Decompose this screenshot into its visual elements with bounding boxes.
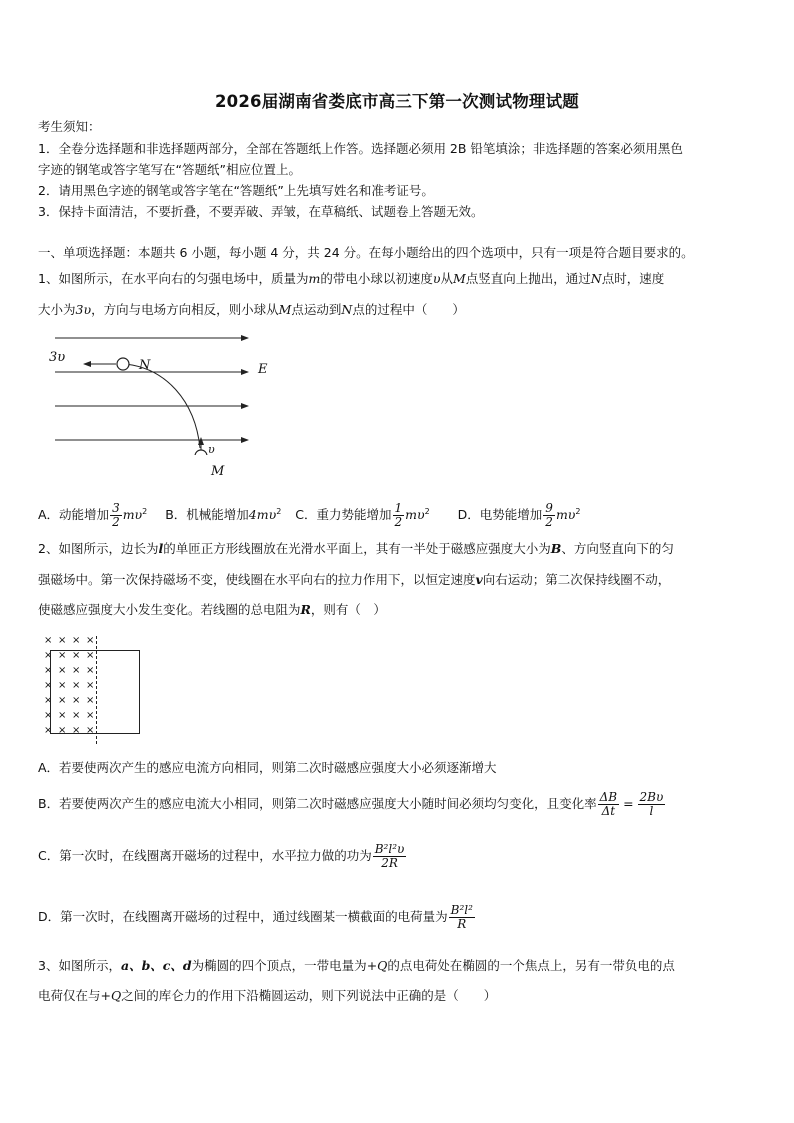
frac-num: B²l²υ xyxy=(374,842,405,856)
q2-stem-line-1 xyxy=(38,541,674,557)
q2-text: 的单匝正方形线圈放在光滑水平面上，其有一半处于磁感应强度大小为 xyxy=(163,541,551,556)
q1-var-3v: 3υ xyxy=(75,302,92,317)
equals: = xyxy=(623,796,634,811)
exponent: 2 xyxy=(575,507,581,516)
field-cross-mark: × xyxy=(58,695,67,706)
q1-option-c[interactable] xyxy=(295,501,430,530)
fraction xyxy=(110,502,122,529)
frac-den: 2 xyxy=(394,515,403,530)
q1-var-N: N xyxy=(341,302,353,317)
field-cross-mark: × xyxy=(72,680,81,691)
q3-stem-line-1 xyxy=(38,958,675,974)
q3-text: 的点电荷处在椭圆的一个焦点上，另有一带负电的点 xyxy=(387,958,675,973)
field-cross-mark: × xyxy=(86,695,95,706)
q3-text: 电荷仅在与 xyxy=(38,988,101,1003)
q1-text: 大小为 xyxy=(38,302,76,317)
q2-text: 使磁感应强度大小发生变化。若线圈的总电阻为 xyxy=(38,602,301,617)
field-cross-mark: × xyxy=(58,680,67,691)
q2-var-B: B xyxy=(550,541,562,556)
q1-text: 点竖直向上抛出，通过 xyxy=(465,271,591,286)
field-cross-mark: × xyxy=(58,725,67,736)
field-cross-mark: × xyxy=(44,665,53,676)
field-cross-mark: × xyxy=(86,635,95,646)
field-cross-mark: × xyxy=(44,680,53,691)
field-cross-mark: × xyxy=(86,725,95,736)
option-label: C．重力势能增加 xyxy=(295,507,392,523)
formula: 4mυ xyxy=(248,507,277,523)
q1-text: 1、如图所示，在水平向右的匀强电场中，质量为 xyxy=(38,271,309,286)
frac-num: 2Bυ xyxy=(639,790,664,804)
q2-option-c[interactable] xyxy=(38,838,407,874)
field-cross-mark: × xyxy=(72,650,81,661)
notice-item-1-line-2: 字迹的钢笔或答字笔写在“答题纸”相应位置上。 xyxy=(38,162,301,177)
formula: mυ xyxy=(405,507,425,523)
option-label: D．电势能增加 xyxy=(457,507,543,523)
frac-den: 2 xyxy=(112,515,120,530)
field-cross-mark: × xyxy=(86,680,95,691)
section-heading: 一、单项选择题：本题共 6 小题，每小题 4 分，共 24 分。在每小题给出的四个选项中，只有一项是符合题目要求的。 xyxy=(38,245,694,260)
q2-option-d[interactable] xyxy=(38,899,476,935)
q2-stem-line-2 xyxy=(38,572,670,588)
q1-options xyxy=(38,492,580,535)
q3-text: 3、如图所示， xyxy=(38,958,121,973)
notice-item-3: 3．保持卡面清洁，不要折叠，不要弄破、弄皱，在草稿纸、试题卷上答题无效。 xyxy=(38,204,484,219)
q2-text: ，则有（ ） xyxy=(310,602,386,617)
ball-at-N xyxy=(117,358,129,370)
q1-stem-line-2 xyxy=(38,302,465,318)
q2-text: 向右运动；第二次保持线圈不动， xyxy=(482,572,671,587)
frac-num: 1 xyxy=(394,501,403,516)
q1-var-N: N xyxy=(590,271,602,286)
exponent: 2 xyxy=(276,507,282,516)
field-cross-mark: × xyxy=(44,650,53,661)
formula: mυ xyxy=(122,507,143,523)
frac-num: 9 xyxy=(545,501,553,516)
fraction xyxy=(373,843,407,870)
fig1-label-v: υ xyxy=(208,443,215,456)
frac-num: ΔB xyxy=(599,790,618,804)
exponent: 2 xyxy=(424,507,430,516)
formula: mυ xyxy=(555,507,576,523)
fraction xyxy=(638,791,666,818)
notice-item-2: 2．请用黑色字迹的钢笔或答字笔在“答题纸”上先填写姓名和准考证号。 xyxy=(38,183,434,198)
q1-text: ，方向与电场方向相反，则小球从 xyxy=(91,302,279,317)
q3-stem-line-2 xyxy=(38,988,496,1004)
q2-text: 、方向竖直向下的匀 xyxy=(561,541,674,556)
fig1-label-E: E xyxy=(258,362,268,377)
q1-stem-line-1 xyxy=(38,271,664,287)
field-cross-mark: × xyxy=(72,635,81,646)
q2-var-v: v xyxy=(475,572,483,587)
q2-stem-line-3 xyxy=(38,602,386,618)
fraction xyxy=(393,502,405,529)
q2-var-R: R xyxy=(300,602,311,617)
exponent: 2 xyxy=(142,507,148,516)
field-cross-mark: × xyxy=(44,725,53,736)
q2-var-l: l xyxy=(158,541,164,556)
q2-coil-figure xyxy=(40,634,150,746)
field-cross-mark: × xyxy=(58,635,67,646)
q3-text: 之间的库仑力的作用下沿椭圆运动，则下列说法中正确的是（ ） xyxy=(121,988,497,1003)
frac-den: 2 xyxy=(545,515,553,530)
field-cross-mark: × xyxy=(44,695,53,706)
field-cross-mark: × xyxy=(44,710,53,721)
option-label: D．第一次时，在线圈离开磁场的过程中，通过线圈某一横截面的电荷量为 xyxy=(38,909,448,924)
field-cross-mark: × xyxy=(58,665,67,676)
q3-vertices: a、b、c、d xyxy=(120,958,192,973)
field-cross-mark: × xyxy=(72,710,81,721)
ball-at-M xyxy=(195,450,207,455)
notice-heading: 考生须知： xyxy=(38,119,101,134)
q1-field-figure xyxy=(40,330,290,455)
field-cross-mark: × xyxy=(44,635,53,646)
q1-var-M: M xyxy=(452,271,466,286)
q2-option-b[interactable] xyxy=(38,786,666,822)
fraction xyxy=(598,791,619,818)
frac-den: l xyxy=(649,804,654,818)
square-coil xyxy=(50,650,140,734)
field-cross-mark: × xyxy=(86,650,95,661)
q1-option-b[interactable] xyxy=(165,507,281,522)
frac-den: Δt xyxy=(601,804,616,818)
q3-text: 为椭圆的四个顶点，一带电量为 xyxy=(191,958,367,973)
q2-text: 强磁场中。第一次保持磁场不变，使线圈在水平向右的拉力作用下，以恒定速度 xyxy=(38,572,476,587)
q2-option-a[interactable]: A．若要使两次产生的感应电流方向相同，则第二次时磁感应强度大小必须逐渐增大 xyxy=(38,760,497,775)
field-cross-mark: × xyxy=(72,725,81,736)
frac-num: B²l² xyxy=(450,903,473,917)
q1-text: 点运动到 xyxy=(291,302,342,317)
option-label: B．若要使两次产生的感应电流大小相同，则第二次时磁感应强度大小随时间必须均匀变化，且变化率 xyxy=(38,796,597,811)
q1-text: 从 xyxy=(440,271,453,286)
q3-charge: +Q xyxy=(100,988,122,1003)
field-cross-mark: × xyxy=(58,650,67,661)
frac-num: 3 xyxy=(112,501,120,516)
q1-text: 点的过程中（ ） xyxy=(352,302,465,317)
q1-option-a[interactable] xyxy=(38,501,148,530)
q1-var-M: M xyxy=(278,302,292,317)
q1-var-m: m xyxy=(308,271,321,286)
field-cross-mark: × xyxy=(86,665,95,676)
field-boundary xyxy=(96,636,97,744)
q1-text: 的带电小球以初速度 xyxy=(320,271,433,286)
fig1-label-M: M xyxy=(211,464,225,479)
page-title: 2026届湖南省娄底市高三下第一次测试物理试题 xyxy=(214,92,580,111)
field-cross-mark: × xyxy=(86,710,95,721)
option-label: C．第一次时，在线圈离开磁场的过程中，水平拉力做的功为 xyxy=(38,848,372,863)
frac-den: R xyxy=(457,917,467,931)
q2-text: 2、如图所示，边长为 xyxy=(38,541,159,556)
field-cross-mark: × xyxy=(72,695,81,706)
notice-item-1-line-1: 1．全卷分选择题和非选择题两部分，全部在答题纸上作答。选择题必须用 2B 铅笔填涂；非选择题的答案必须用黑色 xyxy=(38,141,683,156)
fig1-label-3v: 3υ xyxy=(49,350,66,365)
option-label: A．动能增加 xyxy=(38,507,110,523)
q3-charge: +Q xyxy=(366,958,388,973)
fig1-label-N: N xyxy=(139,358,151,373)
fraction xyxy=(449,904,475,931)
q1-var-v: υ xyxy=(432,271,441,286)
field-cross-mark: × xyxy=(72,665,81,676)
frac-den: 2R xyxy=(381,856,398,870)
field-cross-mark: × xyxy=(58,710,67,721)
q1-option-d[interactable] xyxy=(457,501,581,530)
q1-text: 点时，速度 xyxy=(601,271,665,286)
option-label: B．机械能增加 xyxy=(165,507,249,523)
fraction xyxy=(543,502,555,529)
